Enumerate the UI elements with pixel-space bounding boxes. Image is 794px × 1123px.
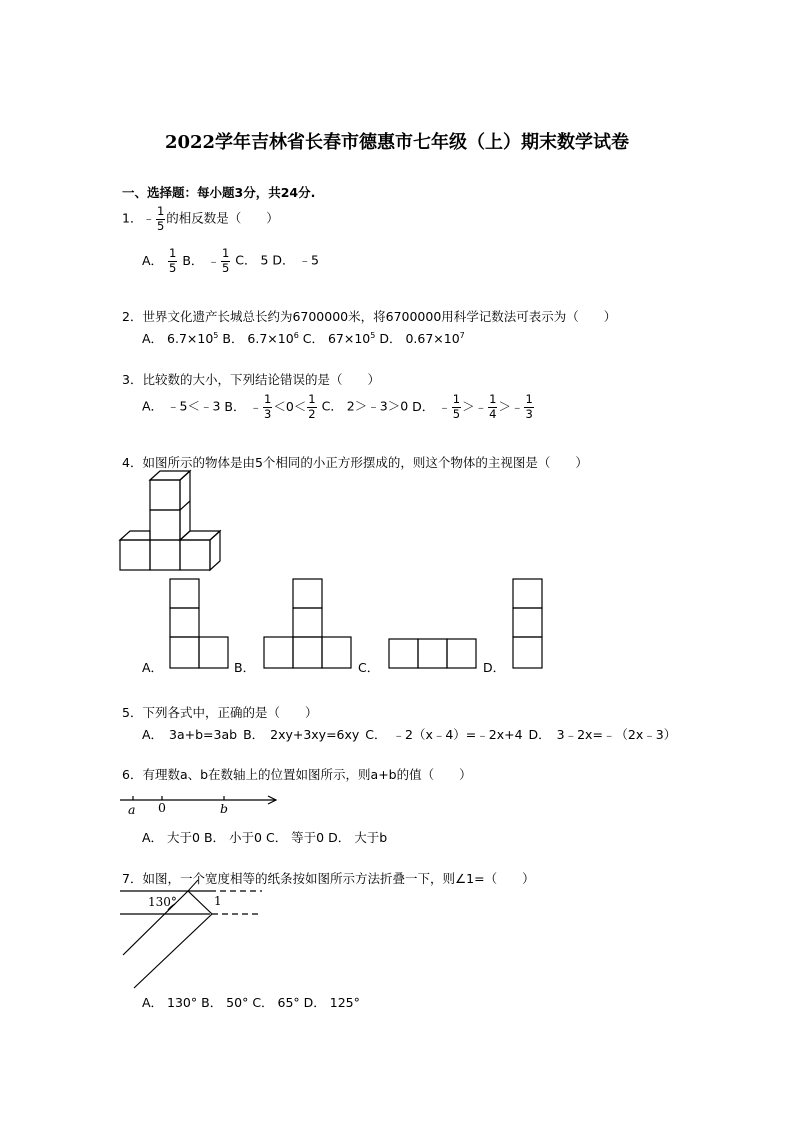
question-6-stem: 6．有理数a、b在数轴上的位置如图所示，则a+b的值（ ） xyxy=(122,767,472,782)
option-b-figure xyxy=(264,579,351,668)
section-heading: 一、选择题：每小题3分，共24分. xyxy=(122,185,316,200)
option-d[interactable]: D． 125° xyxy=(303,995,360,1010)
question-3-stem: 3．比较数的大小，下列结论错误的是（ ） xyxy=(122,372,380,387)
question-5-options xyxy=(142,725,676,743)
option-c[interactable]: C． 65° xyxy=(252,995,300,1010)
option-a[interactable]: A． 130° xyxy=(142,995,198,1010)
question-7-options xyxy=(142,993,360,1011)
question-6-options xyxy=(142,828,387,846)
angle-label-1: 1 xyxy=(214,894,222,908)
number-line-label-b: b xyxy=(220,801,229,816)
option-a[interactable]: A． 大于0 xyxy=(142,830,200,845)
number-line-label-a: a xyxy=(128,802,136,817)
option-a[interactable]: A． 3a+b=3ab xyxy=(142,727,238,742)
option-b[interactable]: B． 2xy+3xy=6xy xyxy=(243,727,360,742)
option-b[interactable]: B． 50° xyxy=(201,995,249,1010)
option-d[interactable]: D． $0.67\times 10^7$ xyxy=(379,331,465,346)
page-title: 2022学年吉林省长春市德惠市七年级（上）期末数学试卷 xyxy=(164,132,630,153)
option-c[interactable]: C． ﹣2（x﹣4）=﹣2x+4 xyxy=(365,727,523,742)
question-4-stem: 4．如图所示的物体是由5个相同的小正方形摆成的，则这个物体的主视图是（ ） xyxy=(122,455,588,470)
question-7-stem: 7．如图，一个宽度相等的纸条按如图所示方法折叠一下，则∠1=（ ） xyxy=(122,871,535,886)
option-d[interactable]: D． xyxy=(483,660,506,675)
option-d-figure xyxy=(513,579,542,668)
number-line-label-zero: 0 xyxy=(158,800,166,815)
option-d[interactable]: D． 大于b xyxy=(328,830,388,845)
option-b[interactable]: B． xyxy=(234,660,256,675)
option-c[interactable]: C． 5 xyxy=(235,252,269,268)
option-c[interactable]: C． xyxy=(358,660,380,675)
option-c[interactable]: C． $67\times 10^5$ xyxy=(302,331,376,346)
option-d[interactable]: D． 3﹣2x=﹣（2x﹣3） xyxy=(528,727,677,742)
option-b[interactable]: B． ﹣ $\frac{1}{3}$ ＜0＜ $\frac{1}{2}$ xyxy=(224,392,316,421)
option-a[interactable]: A． xyxy=(142,660,164,675)
option-d[interactable]: D． ﹣5 xyxy=(272,252,319,268)
question-1-stem: 1．﹣ $\frac{1}{5}$ 的相反数是（ ） xyxy=(122,204,279,233)
option-a[interactable]: A． $6.7\times 10^5$ xyxy=(142,331,219,346)
option-d[interactable]: D． ﹣ $\frac{1}{5}$ ＞﹣ $\frac{1}{4}$ ＞﹣ $\frac{1}{3}$ xyxy=(412,392,533,421)
angle-label-130: 130° xyxy=(148,895,177,909)
option-c[interactable]: C． 等于0 xyxy=(265,830,325,845)
option-b[interactable]: B． $6.7\times 10^6$ xyxy=(222,331,299,346)
option-a[interactable]: A． $\frac{1}{5}$ xyxy=(142,246,177,275)
option-a-figure xyxy=(170,579,228,668)
option-c-figure xyxy=(389,639,476,668)
option-a[interactable]: A． ﹣5＜﹣3 xyxy=(142,398,221,414)
number-line xyxy=(120,796,276,804)
question-2-stem: 2．世界文化遗产长城总长约为6700000米，将6700000用科学记数法可表示为（ ） xyxy=(122,309,617,324)
question-5-stem: 5．下列各式中，正确的是（ ） xyxy=(122,705,318,720)
option-c[interactable]: C． 2＞﹣3＞0 xyxy=(321,398,409,414)
option-b[interactable]: B． ﹣ $\frac{1}{5}$ xyxy=(182,246,230,275)
option-b[interactable]: B． 小于0 xyxy=(203,830,262,845)
folded-strip-figure xyxy=(120,880,262,988)
